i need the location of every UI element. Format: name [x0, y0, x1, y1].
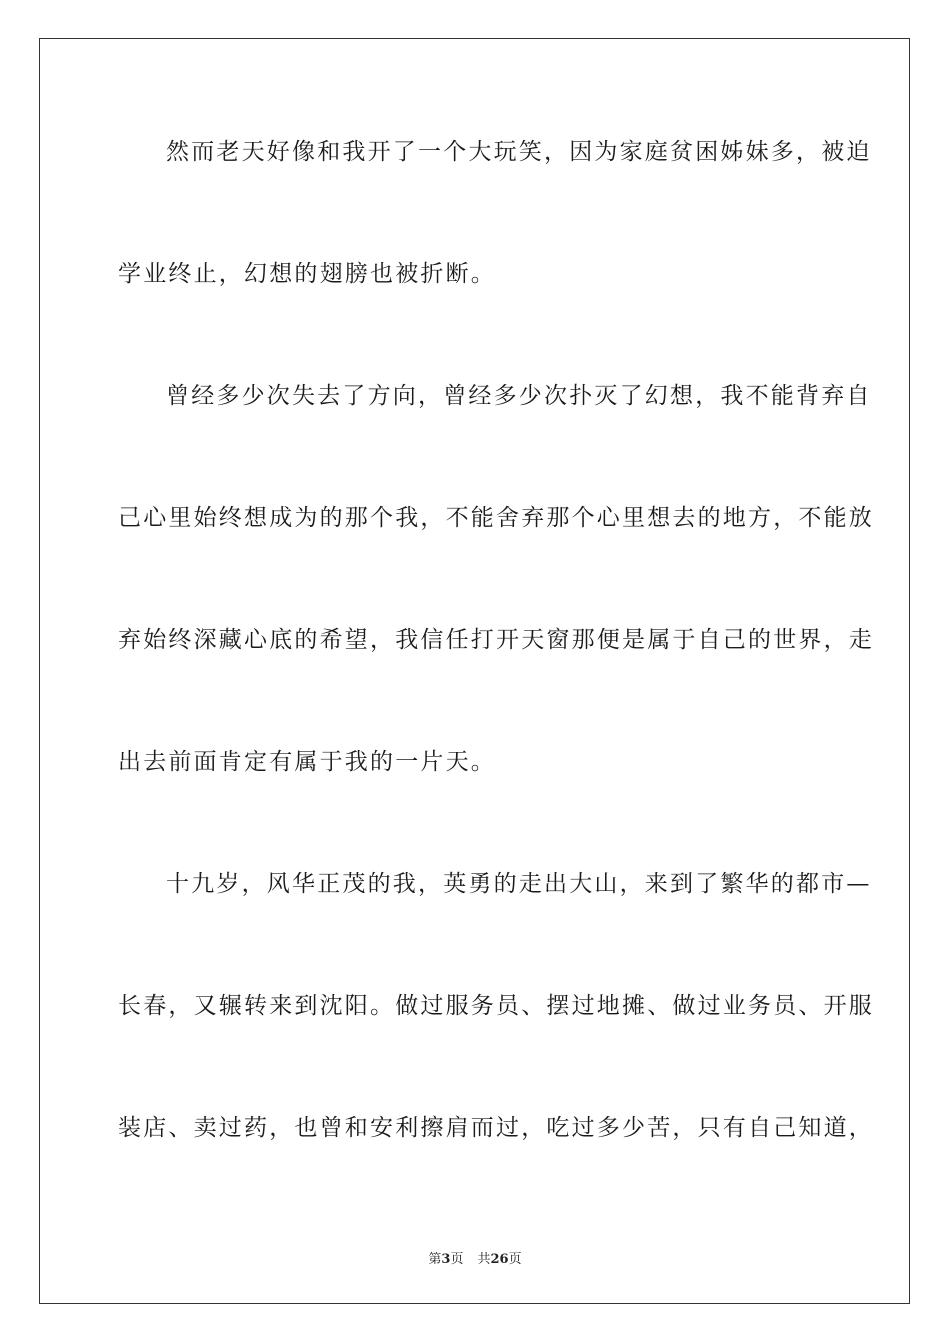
text-line-4: 己心里始终想成为的那个我，不能舍弃那个心里想去的地方，不能放	[118, 505, 874, 531]
text-line-8: 长春，又辗转来到沈阳。做过服务员、摆过地摊、做过业务员、开服	[118, 993, 874, 1019]
total-prefix: 共	[477, 1252, 491, 1267]
total-pages: 26	[490, 1252, 509, 1267]
page-footer	[0, 1248, 950, 1267]
text-line-2: 学业终止，幻想的翅膀也被折断。	[118, 261, 496, 287]
text-line-1: 然而老天好像和我开了一个大玩笑，因为家庭贫困姊妹多，被迫	[166, 139, 872, 165]
page-prefix: 第	[428, 1252, 442, 1267]
text-line-7: 十九岁，风华正茂的我，英勇的走出大山，来到了繁华的都市—	[166, 871, 872, 897]
total-suffix: 页	[508, 1252, 522, 1267]
document-body	[118, 125, 874, 1223]
page-suffix: 页	[450, 1252, 464, 1267]
text-line-6: 出去前面肯定有属于我的一片天。	[118, 749, 496, 775]
text-line-3: 曾经多少次失去了方向，曾经多少次扑灭了幻想，我不能背弃自	[166, 383, 872, 409]
text-line-5: 弃始终深藏心底的希望，我信任打开天窗那便是属于自己的世界，走	[118, 627, 874, 653]
page-number: 3	[441, 1252, 451, 1267]
text-line-9: 装店、卖过药，也曾和安利擦肩而过，吃过多少苦，只有自己知道，	[118, 1115, 874, 1141]
